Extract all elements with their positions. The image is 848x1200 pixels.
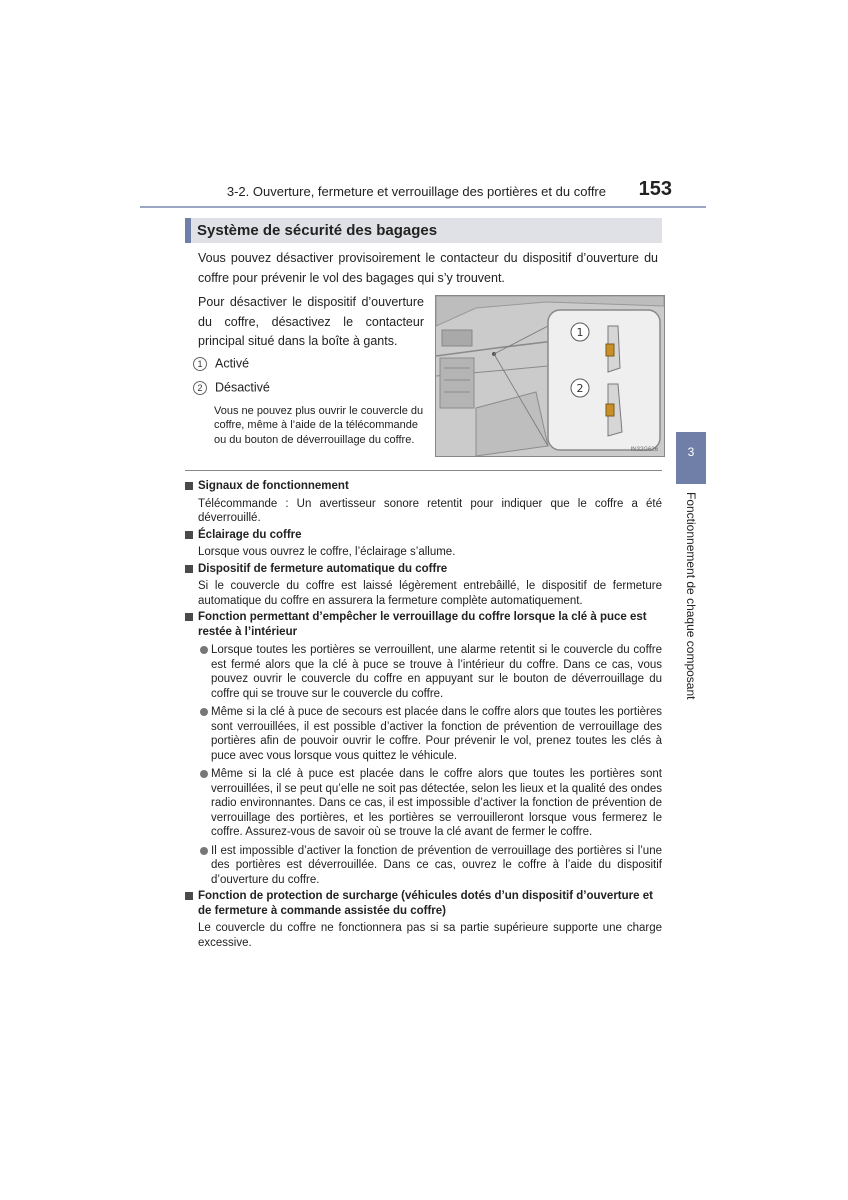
glovebox-illustration: [435, 295, 665, 457]
dashboard-drawing: [436, 296, 664, 456]
section-heading-text: Dispositif de fermeture automatique du coffre: [198, 562, 448, 575]
section-overload-protection: [185, 889, 662, 950]
chapter-tab: 3: [676, 432, 706, 484]
list-item: [185, 844, 662, 888]
section-heading-text: Fonction permettant d’empêcher le verrouillage du coffre lorsque la clé à puce est restée à l’intérieur: [198, 611, 647, 638]
list-item: [185, 767, 662, 840]
section-heading: [185, 562, 662, 577]
dot-bullet-icon: [200, 770, 208, 778]
section-body: Lorsque vous ouvrez le coffre, l’éclairage s’allume.: [198, 546, 456, 558]
state-label-2: Désactivé: [215, 380, 270, 395]
state-item-2: [193, 380, 270, 395]
section-smart-key-lock-prevention: [185, 610, 662, 887]
section-operation-signals: [185, 479, 662, 526]
list-item: [185, 705, 662, 763]
circled-number-2: 2: [193, 381, 207, 395]
list-item-text: Même si la clé à puce de secours est placée dans le coffre alors que toutes les portières sont verrouillées, il est possible d’activer la fonction de prévention de verrouillage des portières afin de pouvoir ouvrir le coffre. Pour prévenir le vol, prenez toutes les clés à puce avec vous lorsque vous quittez le véhicule.: [211, 706, 662, 762]
section-body: Télécommande : Un avertisseur sonore retentit pour indiquer que le coffre a été déverrouillé.: [198, 497, 662, 524]
section-title: Système de sécurité des bagages: [197, 222, 438, 239]
intro-paragraph: Vous pouvez désactiver provisoirement le contacteur du dispositif d’ouverture du coffre pour prévenir le vol des bagages qui s’y trouvent.: [198, 251, 658, 285]
running-header: 3-2. Ouverture, fermeture et verrouillage des portières et du coffre: [226, 184, 606, 199]
section-accent: [185, 218, 191, 243]
page-number: 153: [638, 178, 672, 200]
section-body: Le couvercle du coffre ne fonctionnera pas si sa partie supérieure supporte une charge excessive.: [198, 922, 662, 949]
circled-number-1: 1: [193, 357, 207, 371]
dot-bullet-icon: [200, 708, 208, 716]
section-heading: [185, 479, 662, 494]
state-label-1: Activé: [215, 356, 250, 371]
details-content: [185, 479, 662, 952]
dot-bullet-icon: [200, 847, 208, 855]
section-heading-bar: [185, 218, 662, 243]
square-bullet-icon: [185, 482, 193, 490]
square-bullet-icon: [185, 565, 193, 573]
section-heading-text: Éclairage du coffre: [198, 528, 302, 541]
section-heading: [185, 528, 662, 543]
list-item-text: Il est impossible d’activer la fonction de prévention de verrouillage des portières si l’une des portières est déverrouillée. Dans ce cas, ouvrez le coffre à l’aide du dispositif d’ouverture du coffre.: [211, 844, 662, 886]
square-bullet-icon: [185, 892, 193, 900]
figure-code: IN32G626: [630, 447, 658, 453]
section-heading: [185, 610, 662, 639]
section-body: Si le couvercle du coffre est laissé légèrement entrebâillé, le dispositif de fermeture automatique du coffre en assurera la fermeture complète automatiquement.: [198, 580, 662, 607]
separator-rule: [185, 470, 662, 471]
section-auto-close: [185, 562, 662, 609]
state-item-1: [193, 356, 249, 371]
section-heading-text: Signaux de fonctionnement: [198, 480, 349, 492]
callout-1-label: 1: [576, 326, 584, 339]
list-item-text: Même si la clé à puce est placée dans le coffre alors que toutes les portières sont verrouillées, il se peut qu’elle ne soit pas détectée, selon les lieux et la qualité des ondes radio environnantes. Dans ce cas, il est impossible d’activer la fonction de prévention de verrouillage des portières, et les portières se verrouilleront lorsque vous fermerez le coffre. Assurez-vous de savoir où se trouve la clé avant de fermer le coffre.: [211, 768, 662, 838]
callout-2-label: 2: [576, 382, 584, 395]
header-rule: [140, 206, 706, 208]
note-paragraph: Vous ne pouvez plus ouvrir le couvercle du coffre, même à l’aide de la télécommande ou du bouton de déverrouillage du coffre.: [214, 405, 424, 446]
square-bullet-icon: [185, 613, 193, 621]
description-paragraph: Pour désactiver le dispositif d’ouverture du coffre, désactivez le contacteur principal situé dans la boîte à gants.: [198, 295, 424, 348]
section-heading: [185, 889, 662, 918]
section-trunk-light: [185, 528, 662, 560]
section-heading-text: Fonction de protection de surcharge (véhicules dotés d’un dispositif d’ouverture et de fermeture à commande assistée du coffre): [198, 890, 653, 917]
list-item-text: Lorsque toutes les portières se verrouillent, une alarme retentit si le couvercle du coffre est fermé alors que la clé à puce se trouve à l’intérieur du coffre. Dans ce cas, vous pouvez ouvrir le couvercle du coffre en appuyant sur le bouton de déverrouillage du coffre qui se trouve sur le couvercle du coffre.: [211, 644, 662, 700]
dot-bullet-icon: [200, 646, 208, 654]
list-item: [185, 643, 662, 701]
square-bullet-icon: [185, 531, 193, 539]
chapter-side-label: Fonctionnement de chaque composant: [684, 492, 698, 700]
